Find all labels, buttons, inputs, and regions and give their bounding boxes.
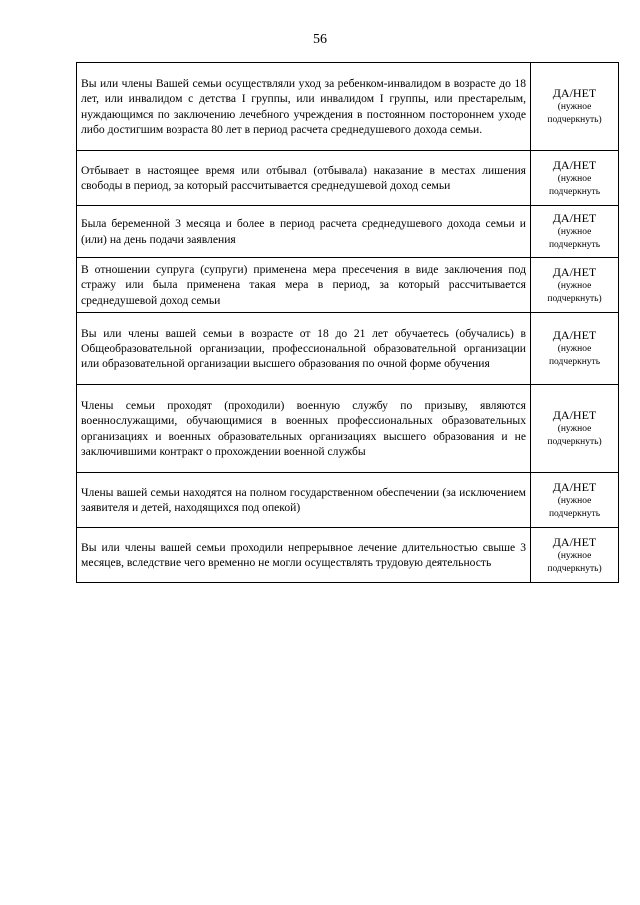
- answer-note: (нужное подчеркнуть: [548, 227, 601, 250]
- answer-cell[interactable]: [531, 258, 619, 313]
- yes-no-answer[interactable]: ДА/НЕТ: [552, 211, 597, 225]
- answer-note: (нужное подчеркнуть: [548, 495, 601, 519]
- answer-note: (нужное подчеркнуть): [547, 550, 602, 574]
- answer-cell[interactable]: [531, 63, 619, 151]
- answer-note: (нужное подчеркнуть): [547, 102, 602, 125]
- table-row: [77, 313, 619, 385]
- answer-note: (нужное подчеркнуть: [548, 344, 601, 367]
- table-row: [77, 258, 619, 313]
- answer-note: (нужное подчеркнуть): [547, 424, 602, 447]
- answer-cell[interactable]: [531, 385, 619, 473]
- answer-note: (нужное подчеркнуть): [547, 280, 602, 304]
- question-cell: Члены семьи проходят (проходили) военную службу по призыву, являются военнослужащими, обучающимися в военных профессиональных образовательных организациях и военных образовательных организациях высшего образования и не заключившими контракт о прохождении военной службы: [77, 385, 531, 473]
- yes-no-answer[interactable]: ДА/НЕТ: [552, 86, 597, 100]
- answer-cell[interactable]: [531, 313, 619, 385]
- table-row: [77, 63, 619, 151]
- question-cell: Была беременной 3 месяца и более в период расчета среднедушевого дохода семьи и (или) на день подачи заявления: [77, 206, 531, 258]
- question-cell: Вы или члены Вашей семьи осуществляли уход за ребенком-инвалидом в возрасте до 18 лет, или инвалидом с детства I группы, или инвалидом I группы, или престарелым, нуждающимся по заключению лечебного учреждения в постоянном постороннем уходе либо достигшим возраста 80 лет в период расчета среднедушевого дохода семьи.: [77, 63, 531, 151]
- yes-no-answer[interactable]: ДА/НЕТ: [552, 157, 597, 172]
- question-cell: Вы или члены вашей семьи в возрасте от 18 до 21 лет обучаетесь (обучались) в Общеобразовательной организации, профессиональной образовательной организации или образовательной организации высшего образования по очной форме обучения: [77, 313, 531, 385]
- table-row: [77, 385, 619, 473]
- table-row: [77, 206, 619, 258]
- table-row: [77, 151, 619, 206]
- question-cell: Отбывает в настоящее время или отбывал (отбывала) наказание в местах лишения свободы в период, за который рассчитывается среднедушевой доход семьи: [77, 151, 531, 206]
- yes-no-answer[interactable]: ДА/НЕТ: [552, 534, 597, 549]
- answer-cell[interactable]: [531, 528, 619, 583]
- answer-note: (нужное подчеркнуть: [548, 173, 601, 197]
- yes-no-answer[interactable]: ДА/НЕТ: [552, 479, 597, 494]
- table-row: [77, 473, 619, 528]
- page-number: 56: [313, 32, 327, 47]
- table-row: [77, 528, 619, 583]
- answer-cell[interactable]: [531, 151, 619, 206]
- answer-cell[interactable]: [531, 473, 619, 528]
- yes-no-answer[interactable]: ДА/НЕТ: [552, 264, 597, 279]
- question-cell: Вы или члены вашей семьи проходили непрерывное лечение длительностью свыше 3 месяцев, вследствие чего временно не могли осуществлять трудовую деятельность: [77, 528, 531, 583]
- questionnaire-table: [76, 62, 619, 583]
- question-cell: В отношении супруга (супруги) применена мера пресечения в виде заключения под стражу или была применена такая мера в период, за который рассчитывается среднедушевой доход семьи: [77, 258, 531, 313]
- yes-no-answer[interactable]: ДА/НЕТ: [552, 328, 597, 342]
- question-cell: Члены вашей семьи находятся на полном государственном обеспечении (за исключением заявителя и детей, находящихся под опекой): [77, 473, 531, 528]
- yes-no-answer[interactable]: ДА/НЕТ: [552, 408, 597, 422]
- answer-cell[interactable]: [531, 206, 619, 258]
